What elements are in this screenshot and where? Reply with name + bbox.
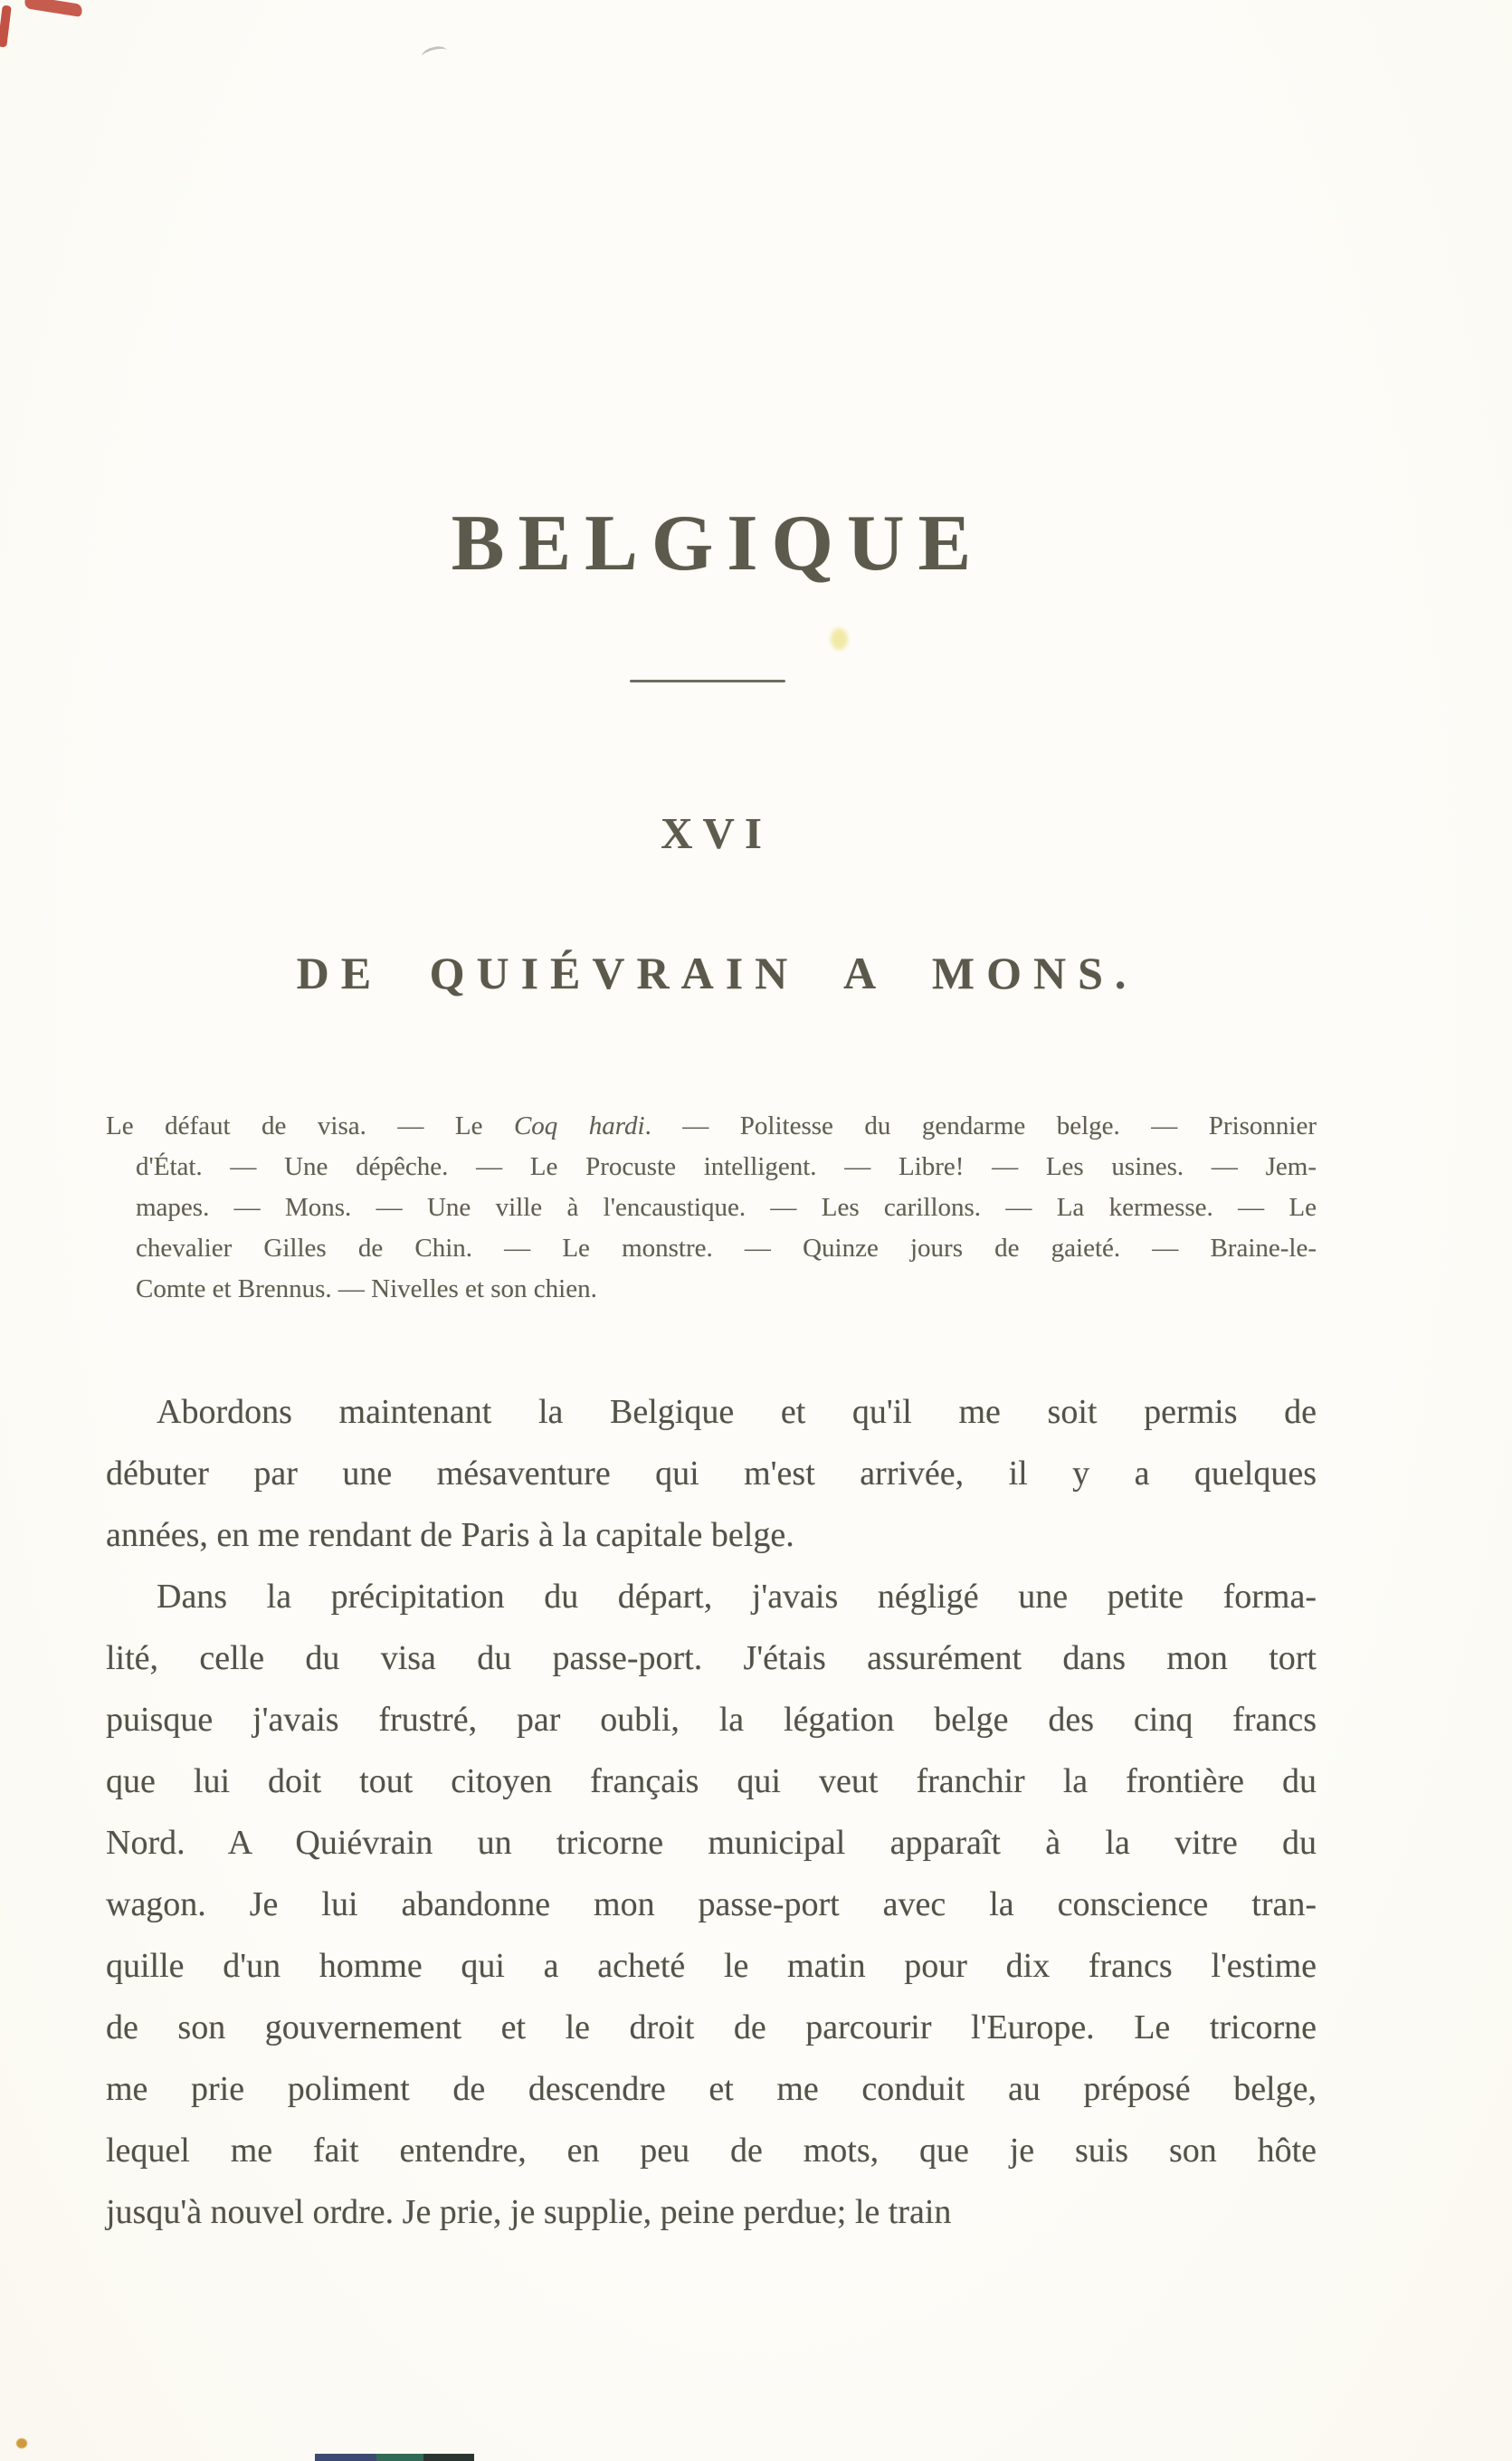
pencil-squiggle-artifact [421,44,449,62]
body-line: que lui doit tout citoyen français qui veut franchir la frontière du [106,1762,1317,1800]
body-line: Abordons maintenant la Belgique et qu'il me soit permis de [157,1393,1317,1431]
scan-edge-color-strip [315,2454,376,2461]
body-line: de son gouvernement et le droit de parcourir l'Europe. Le tricorne [106,2008,1317,2046]
scan-edge-color-strip [376,2454,423,2461]
body-line: wagon. Je lui abandonne mon passe-port avec la conscience tran- [106,1885,1317,1923]
scan-edge-color-strip [423,2454,474,2461]
body-text [106,1381,1317,2243]
summary-line [106,1106,1317,1147]
summary-line: mapes. — Mons. — Une ville à l'encaustique. — Les carillons. — La kermesse. — Le [136,1193,1317,1222]
body-line: lité, celle du visa du passe-port. J'étais assurément dans mon tort [106,1639,1317,1677]
red-pen-mark-top-left [24,0,82,17]
summary-segment: . — Politesse du gendarme belge. — Prisonnier [644,1111,1317,1140]
body-paragraph [106,1566,1317,2243]
body-line: quille d'un homme qui a acheté le matin pour dix francs l'estime [106,1947,1317,1985]
divider-rule [630,680,785,682]
summary-line: chevalier Gilles de Chin. — Le monstre. — Quinze jours de gaieté. — Braine-le- [136,1234,1317,1263]
summary-italic-segment: Coq hardi [513,1111,645,1140]
body-line: Dans la précipitation du départ, j'avais négligé une petite forma- [157,1578,1317,1616]
chapter-number: XVI [661,808,772,858]
summary-block [106,1106,1317,1310]
page-title: BELGIQUE [451,500,985,587]
yellow-stain-artifact [831,628,848,650]
foxing-dot-artifact [16,2438,27,2448]
summary-line: Comte et Brennus. — Nivelles et son chien. [136,1274,597,1303]
body-line: me prie poliment de descendre et me conduit au préposé belge, [106,2070,1317,2108]
body-line: débuter par une mésaventure qui m'est arrivée, il y a quelques [106,1455,1317,1493]
summary-line: d'État. — Une dépêche. — Le Procuste intelligent. — Libre! — Les usines. — Jem- [136,1152,1317,1181]
body-line: Nord. A Quiévrain un tricorne municipal apparaît à la vitre du [106,1824,1317,1862]
body-paragraph [106,1381,1317,1566]
summary-segment: Le défaut de visa. — Le [106,1111,514,1140]
body-line: jusqu'à nouvel ordre. Je prie, je supplie, peine perdue; le train [106,2193,952,2231]
chapter-title: DE QUIÉVRAIN A MONS. [296,948,1138,998]
body-line: puisque j'avais frustré, par oubli, la légation belge des cinq francs [106,1701,1317,1739]
red-pen-mark-left-edge [0,5,12,48]
body-line: années, en me rendant de Paris à la capitale belge. [106,1516,794,1554]
body-line: lequel me fait entendre, en peu de mots, que je suis son hôte [106,2132,1317,2170]
